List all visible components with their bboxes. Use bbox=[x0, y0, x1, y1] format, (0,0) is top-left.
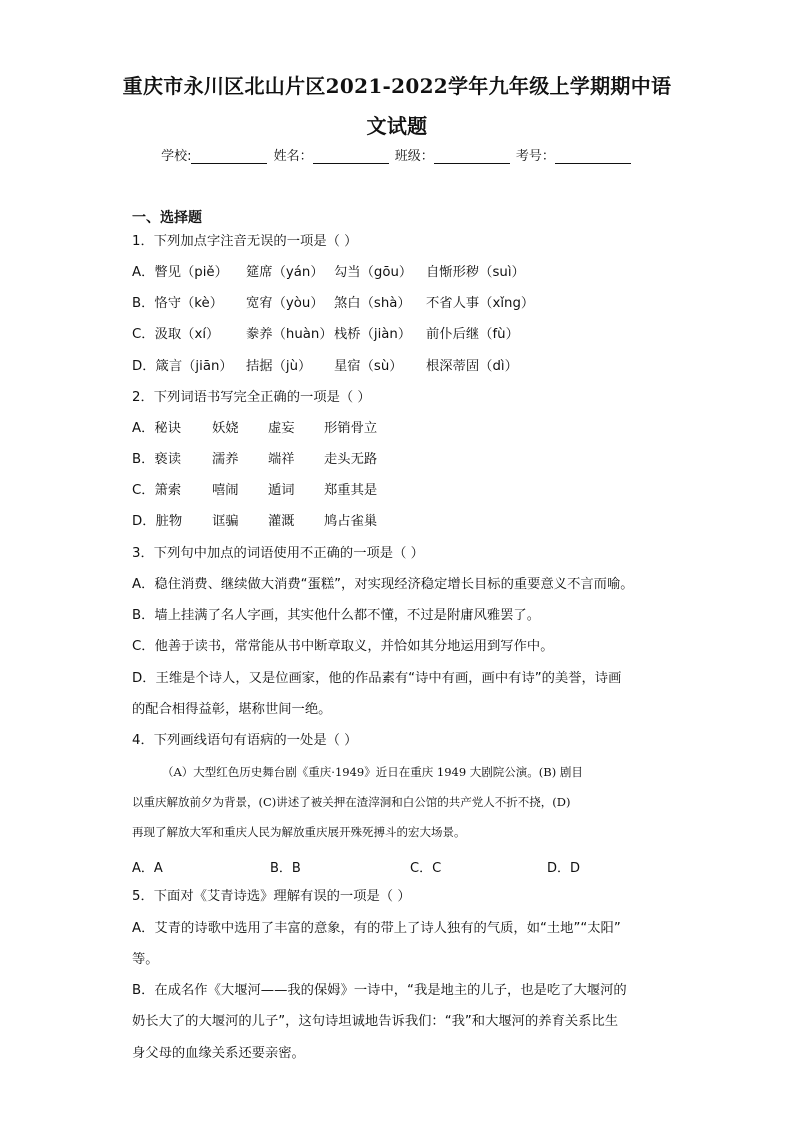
question-1-stem: 1．下列加点字注音无误的一项是（ ） bbox=[132, 234, 358, 249]
question-2-stem: 2．下列词语书写完全正确的一项是（ ） bbox=[132, 390, 371, 405]
question-4-options bbox=[132, 857, 664, 875]
question-4-stem: 4．下列画线语句有语病的一处是（ ） bbox=[132, 733, 358, 748]
question-3-option-d-continued: 的配合相得益彰，堪称世间一绝。 bbox=[132, 702, 332, 717]
question-4-passage-line-1: （A）大型红色历史舞台剧《重庆·1949》近日在重庆 1949 大剧院公演。(B) 剧目 bbox=[162, 765, 583, 779]
exam-no-blank[interactable] bbox=[555, 149, 631, 164]
student-info-row bbox=[0, 145, 794, 164]
school-blank[interactable] bbox=[191, 149, 267, 164]
exam-title-line-1: 重庆市永川区北山片区2021-2022学年九年级上学期期中语 bbox=[122, 74, 672, 98]
question-4-option-a[interactable]: A．A bbox=[132, 861, 163, 876]
section-heading: 一、选择题 bbox=[132, 210, 202, 226]
question-2-option-a[interactable]: A．秘诀 妖娆 虚妄 形销骨立 bbox=[132, 421, 378, 436]
question-4-passage-line-3: 再现了解放大军和重庆人民为解放重庆展开殊死搏斗的宏大场景。 bbox=[132, 825, 466, 839]
question-4-passage-line-2: 以重庆解放前夕为背景，(C)讲述了被关押在渣滓洞和白公馆的共产党人不折不挠，(D) bbox=[132, 795, 571, 809]
question-4-option-b[interactable]: B．B bbox=[270, 861, 301, 876]
question-5-option-a-continued: 等。 bbox=[132, 952, 159, 967]
question-2-option-c[interactable]: C．箫索 嘻闹 遁词 郑重其是 bbox=[132, 483, 378, 498]
exam-no-label: 考号： bbox=[515, 149, 555, 164]
question-3-option-d[interactable]: D．王维是个诗人，又是位画家，他的作品素有“诗中有画，画中有诗”的美誉，诗画 bbox=[132, 671, 622, 686]
school-label: 学校: bbox=[161, 149, 192, 164]
question-1-option-c[interactable]: C．汲取（xí） 豢养（huàn）栈桥（jiàn） 前仆后继（fù） bbox=[132, 327, 519, 342]
exam-title-line-2: 文试题 bbox=[366, 114, 428, 138]
question-5-option-a[interactable]: A．艾青的诗歌中选用了丰富的意象，有的带上了诗人独有的气质，如“土地”“太阳” bbox=[132, 921, 621, 936]
class-blank[interactable] bbox=[434, 149, 510, 164]
question-5-stem: 5．下面对《艾青诗选》理解有误的一项是（ ） bbox=[132, 889, 411, 904]
question-5-option-b[interactable]: B．在成名作《大堰河——我的保姆》一诗中，“我是地主的儿子，也是吃了大堰河的 bbox=[132, 983, 627, 998]
question-2-option-b[interactable]: B．亵读 濡养 端祥 走头无路 bbox=[132, 452, 378, 467]
name-blank[interactable] bbox=[313, 149, 389, 164]
question-3-stem: 3．下列句中加点的词语使用不正确的一项是（ ） bbox=[132, 546, 424, 561]
question-2-option-d[interactable]: D．脏物 诓骗 灌溉 鸠占雀巢 bbox=[132, 514, 378, 529]
question-4-option-c[interactable]: C．C bbox=[410, 861, 442, 876]
question-1-option-b[interactable]: B．恪守（kè） 宽宥（yòu） 煞白（shà） 不省人事（xǐng） bbox=[132, 296, 535, 311]
class-label: 班级： bbox=[394, 149, 434, 164]
question-5-option-b-continued-2: 身父母的血缘关系还要亲密。 bbox=[132, 1046, 305, 1061]
question-4-option-d[interactable]: D．D bbox=[547, 861, 581, 876]
name-label: 姓名： bbox=[273, 149, 313, 164]
question-3-option-c[interactable]: C．他善于读书，常常能从书中断章取义，并恰如其分地运用到写作中。 bbox=[132, 639, 554, 654]
question-1-option-d[interactable]: D．箴言（jiān） 拮据（jù） 星宿（sù） 根深蒂固（dì） bbox=[132, 359, 518, 374]
question-1-option-a[interactable]: A．瞥见（piě） 筵席（yán） 勾当（gōu） 自惭形秽（suì） bbox=[132, 265, 525, 280]
question-3-option-a[interactable]: A．稳住消费、继续做大消费“蛋糕”，对实现经济稳定增长目标的重要意义不言而喻。 bbox=[132, 577, 634, 592]
question-3-option-b[interactable]: B．墙上挂满了名人字画，其实他什么都不懂，不过是附庸风雅罢了。 bbox=[132, 608, 541, 623]
question-5-option-b-continued-1: 奶长大了的大堰河的儿子”，这句诗坦诚地告诉我们：“我”和大堰河的养育关系比生 bbox=[132, 1014, 619, 1029]
